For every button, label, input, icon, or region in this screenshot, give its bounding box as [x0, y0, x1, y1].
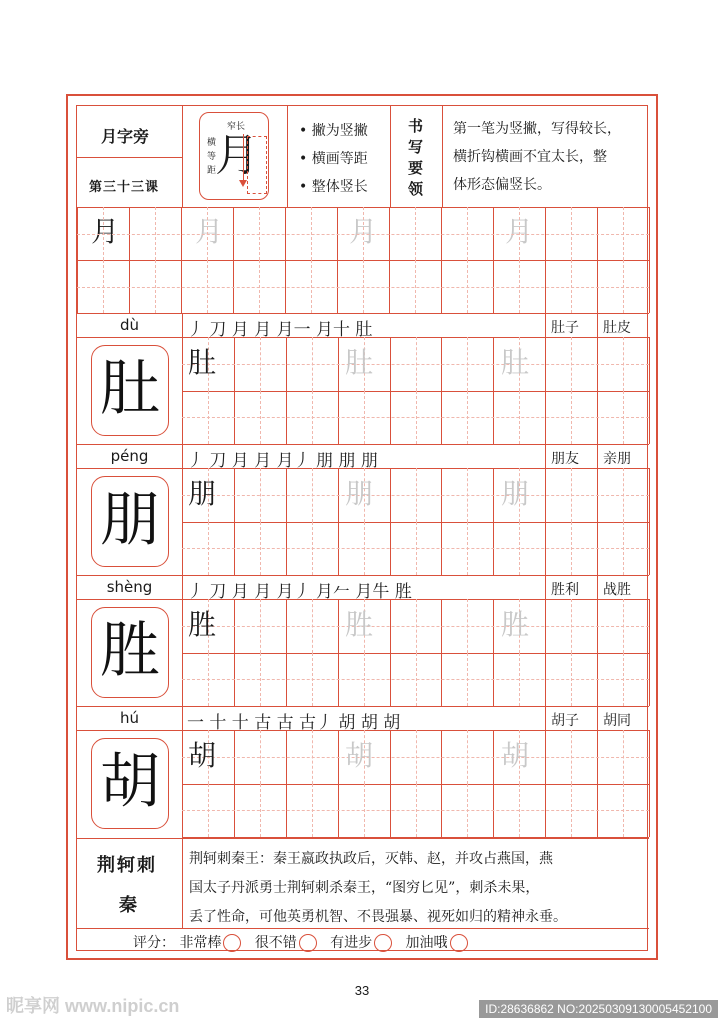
grid-line — [649, 468, 650, 575]
grid-line — [77, 575, 649, 576]
guide-line — [623, 260, 624, 313]
demo-label-narrow: 窄长 — [227, 122, 246, 132]
story-line-3: 丢了性命，可他英勇机智、不畏强暴、视死如归的精神永垂。 — [189, 909, 567, 925]
guide-line — [416, 599, 417, 653]
guide-line — [571, 337, 572, 391]
grid-line — [545, 730, 546, 837]
story-title-line-2: 秦 — [119, 895, 137, 916]
trace-char-2: 朋 — [501, 477, 530, 510]
grid-line — [338, 337, 339, 444]
word-2: 肚皮 — [603, 320, 631, 336]
word-1: 朋友 — [551, 451, 579, 467]
guide-line — [103, 260, 104, 313]
guide-line — [155, 207, 156, 260]
grid-line — [597, 207, 598, 313]
guide-line — [467, 730, 468, 784]
grid-line — [649, 207, 650, 313]
bullet-2: • 横画等距 — [299, 151, 368, 167]
grid-line — [545, 207, 546, 313]
grid-line — [182, 837, 649, 838]
grid-line — [286, 337, 287, 444]
grid-line — [441, 337, 442, 444]
pinyin: dù — [119, 316, 140, 334]
grid-line — [545, 575, 546, 599]
guide-line — [416, 730, 417, 784]
guide-line — [260, 468, 261, 522]
grid-line — [545, 313, 546, 337]
guide-line — [467, 391, 468, 445]
guide-line — [467, 522, 468, 576]
rating-option-1: 非常棒 — [179, 935, 222, 951]
guide-line — [571, 260, 572, 313]
guide-line — [467, 260, 468, 313]
trace-char-2: 胡 — [501, 739, 530, 772]
guide-line — [312, 599, 313, 653]
grid-line — [338, 468, 339, 575]
guide-line — [364, 391, 365, 445]
story-line-1: 荆轲刺秦王：秦王嬴政执政后，灭韩、赵，并攻占燕国，燕 — [189, 851, 553, 867]
grid-line — [234, 599, 235, 706]
grid-line — [286, 468, 287, 575]
copy-char: 肚 — [188, 346, 217, 379]
trace-char-1: 朋 — [345, 477, 374, 510]
guide-line — [519, 391, 520, 445]
practice-ghost-2: 月 — [349, 215, 378, 248]
guide-line — [416, 391, 417, 445]
rating-circle-1[interactable] — [223, 934, 241, 952]
grid-line — [182, 730, 183, 837]
grid-line — [545, 599, 546, 706]
guide-line — [207, 260, 208, 313]
story-line-2: 国太子丹派勇士荆轲刺杀秦王，“图穷匕见”，刺杀未果， — [189, 880, 540, 896]
grid-line — [597, 575, 598, 599]
guide-line — [416, 653, 417, 707]
grid-line — [493, 730, 494, 837]
guide-line — [519, 653, 520, 707]
grid-line — [493, 599, 494, 706]
grid-line — [390, 337, 391, 444]
grid-line — [545, 468, 546, 575]
main-char: 朋 — [100, 485, 160, 555]
guide-line — [416, 468, 417, 522]
grid-line — [545, 444, 546, 468]
guide-line — [623, 391, 624, 445]
main-char: 胜 — [100, 616, 160, 686]
grid-line — [129, 207, 130, 313]
rating-label: 评分： — [133, 935, 175, 951]
guide-line — [364, 653, 365, 707]
grid-line — [545, 706, 546, 730]
demo-label-equal: 横 等 距 — [207, 138, 217, 176]
guide-line — [571, 522, 572, 576]
main-char: 胡 — [100, 747, 160, 817]
guide-line — [416, 784, 417, 838]
guide-line — [416, 337, 417, 391]
stroke-order: 丿 刀 月 月 月丿 月𠂉 月牛 胜 — [187, 582, 412, 602]
guide-line — [259, 207, 260, 260]
guide-line — [312, 784, 313, 838]
guide-line — [208, 522, 209, 576]
trace-char-1: 胡 — [345, 739, 374, 772]
arrow-down-icon — [243, 134, 244, 184]
word-1: 胜利 — [551, 582, 579, 598]
trace-char-2: 肚 — [501, 346, 530, 379]
grid-line — [649, 337, 650, 444]
guide-line — [312, 730, 313, 784]
grid-line — [389, 207, 390, 313]
grid-line — [338, 730, 339, 837]
guide-line — [467, 653, 468, 707]
guide-line — [519, 522, 520, 576]
guide-line — [312, 391, 313, 445]
key-text-line-1: 第一笔为竖撇，写得较长， — [453, 121, 621, 137]
grid-line — [233, 207, 234, 313]
grid-line — [337, 207, 338, 313]
guide-line — [208, 391, 209, 445]
practice-ghost-3: 月 — [505, 215, 534, 248]
guide-line — [312, 468, 313, 522]
guide-line — [571, 599, 572, 653]
word-2: 亲朋 — [603, 451, 631, 467]
guide-line — [467, 337, 468, 391]
rating-option-3: 有进步 — [330, 935, 373, 951]
guide-line — [623, 730, 624, 784]
grid-line — [286, 730, 287, 837]
guide-line — [312, 653, 313, 707]
story-title-line-1: 荆轲刺 — [97, 855, 157, 876]
guide-line — [623, 468, 624, 522]
word-1: 肚子 — [551, 320, 579, 336]
lesson-label: 第三十三课 — [89, 180, 160, 195]
demo-char: 月 — [215, 130, 259, 181]
grid-line — [390, 730, 391, 837]
guide-line — [415, 260, 416, 313]
guide-line — [519, 784, 520, 838]
guide-line — [363, 207, 364, 260]
guide-line — [260, 599, 261, 653]
trace-char-2: 胜 — [501, 608, 530, 641]
guide-line — [519, 207, 520, 260]
guide-line — [260, 653, 261, 707]
copy-char: 朋 — [188, 477, 217, 510]
arrow-head-icon — [239, 180, 247, 187]
guide-line — [260, 391, 261, 445]
guide-line — [571, 730, 572, 784]
guide-line — [623, 784, 624, 838]
guide-line — [623, 207, 624, 260]
rating-option-2: 很不错 — [254, 935, 297, 951]
grid-line — [493, 207, 494, 313]
bullet-1: • 撇为竖撇 — [299, 123, 368, 139]
watermark-logo: 昵享网 www.nipic.cn — [6, 996, 180, 1016]
guide-line — [311, 207, 312, 260]
grid-line — [182, 468, 183, 575]
guide-line — [415, 207, 416, 260]
grid-line — [649, 730, 650, 837]
grid-line — [77, 706, 649, 707]
practice-ghost-1: 月 — [195, 215, 224, 248]
copy-char: 胜 — [188, 608, 217, 641]
word-2: 战胜 — [603, 582, 631, 598]
grid-line — [441, 207, 442, 313]
grid-line — [597, 730, 598, 837]
rating-option-4: 加油哦 — [405, 935, 448, 951]
rating-circle-4[interactable] — [450, 934, 468, 952]
demo-guide-box — [247, 136, 267, 194]
grid-line — [182, 599, 183, 706]
guide-line — [207, 207, 208, 260]
radical-title: 月字旁 — [101, 127, 150, 146]
key-text-line-3: 体形态偏竖长。 — [453, 177, 551, 193]
key-title: 书写要领 — [408, 117, 424, 198]
guide-line — [467, 599, 468, 653]
trace-char-1: 胜 — [345, 608, 374, 641]
grid-line — [77, 207, 78, 313]
grid-line — [597, 468, 598, 575]
watermark-id: ID:28636862 NO:20250309130005452100 — [479, 1000, 718, 1018]
guide-line — [208, 653, 209, 707]
stroke-order: 丿 刀 月 月 月丿 朋 朋 朋 — [187, 451, 378, 471]
grid-line — [649, 599, 650, 706]
grid-line — [234, 730, 235, 837]
guide-line — [467, 207, 468, 260]
pinyin: shèng — [106, 578, 153, 596]
grid-line — [597, 337, 598, 444]
worksheet-outer-border — [66, 94, 658, 960]
rating-bar — [133, 932, 468, 952]
rating-circle-3[interactable] — [374, 934, 392, 952]
guide-line — [103, 207, 104, 260]
guide-line — [623, 653, 624, 707]
grid-line — [285, 207, 286, 313]
guide-line — [467, 784, 468, 838]
grid-line — [181, 207, 182, 313]
word-2: 胡同 — [603, 713, 631, 729]
word-1: 胡子 — [551, 713, 579, 729]
guide-line — [363, 260, 364, 313]
grid-line — [441, 599, 442, 706]
copy-char: 胡 — [188, 739, 217, 772]
grid-line — [597, 706, 598, 730]
grid-line — [234, 468, 235, 575]
guide-line — [467, 468, 468, 522]
grid-line — [286, 599, 287, 706]
guide-line — [623, 337, 624, 391]
guide-line — [571, 784, 572, 838]
guide-line — [260, 730, 261, 784]
pinyin: péng — [110, 447, 149, 465]
grid-line — [597, 313, 598, 337]
guide-line — [208, 784, 209, 838]
grid-line — [338, 599, 339, 706]
grid-line — [545, 337, 546, 444]
guide-line — [623, 599, 624, 653]
guide-line — [259, 260, 260, 313]
trace-char-1: 肚 — [345, 346, 374, 379]
grid-line — [597, 444, 598, 468]
guide-line — [571, 391, 572, 445]
guide-line — [312, 522, 313, 576]
grid-line — [390, 599, 391, 706]
grid-line — [493, 337, 494, 444]
guide-line — [260, 784, 261, 838]
page-number: 33 — [354, 983, 370, 998]
bullet-3: • 整体竖长 — [299, 179, 368, 195]
guide-line — [416, 522, 417, 576]
key-text-line-2: 横折钩横画不宜太长，整 — [453, 149, 607, 165]
rating-circle-2[interactable] — [299, 934, 317, 952]
grid-line — [441, 730, 442, 837]
stroke-order: 一 十 十 古 古 古丿 胡 胡 胡 — [187, 713, 401, 733]
worksheet-inner-frame — [76, 105, 648, 951]
pinyin: hú — [119, 709, 139, 727]
practice-char: 月 — [91, 215, 120, 248]
grid-line — [390, 468, 391, 575]
grid-line — [493, 468, 494, 575]
guide-line — [519, 260, 520, 313]
grid-line — [597, 599, 598, 706]
guide-line — [571, 468, 572, 522]
guide-line — [364, 522, 365, 576]
guide-line — [155, 260, 156, 313]
guide-line — [364, 784, 365, 838]
guide-line — [311, 260, 312, 313]
grid-line — [77, 444, 649, 445]
guide-line — [260, 337, 261, 391]
guide-line — [571, 207, 572, 260]
guide-line — [623, 522, 624, 576]
guide-line — [260, 522, 261, 576]
guide-line — [312, 337, 313, 391]
grid-line — [441, 468, 442, 575]
main-char: 肚 — [100, 354, 160, 424]
guide-line — [571, 653, 572, 707]
grid-line — [182, 337, 183, 444]
stroke-order: 丿 刀 月 月 月一 月十 肚 — [187, 320, 373, 340]
grid-line — [77, 313, 649, 314]
grid-line — [234, 337, 235, 444]
